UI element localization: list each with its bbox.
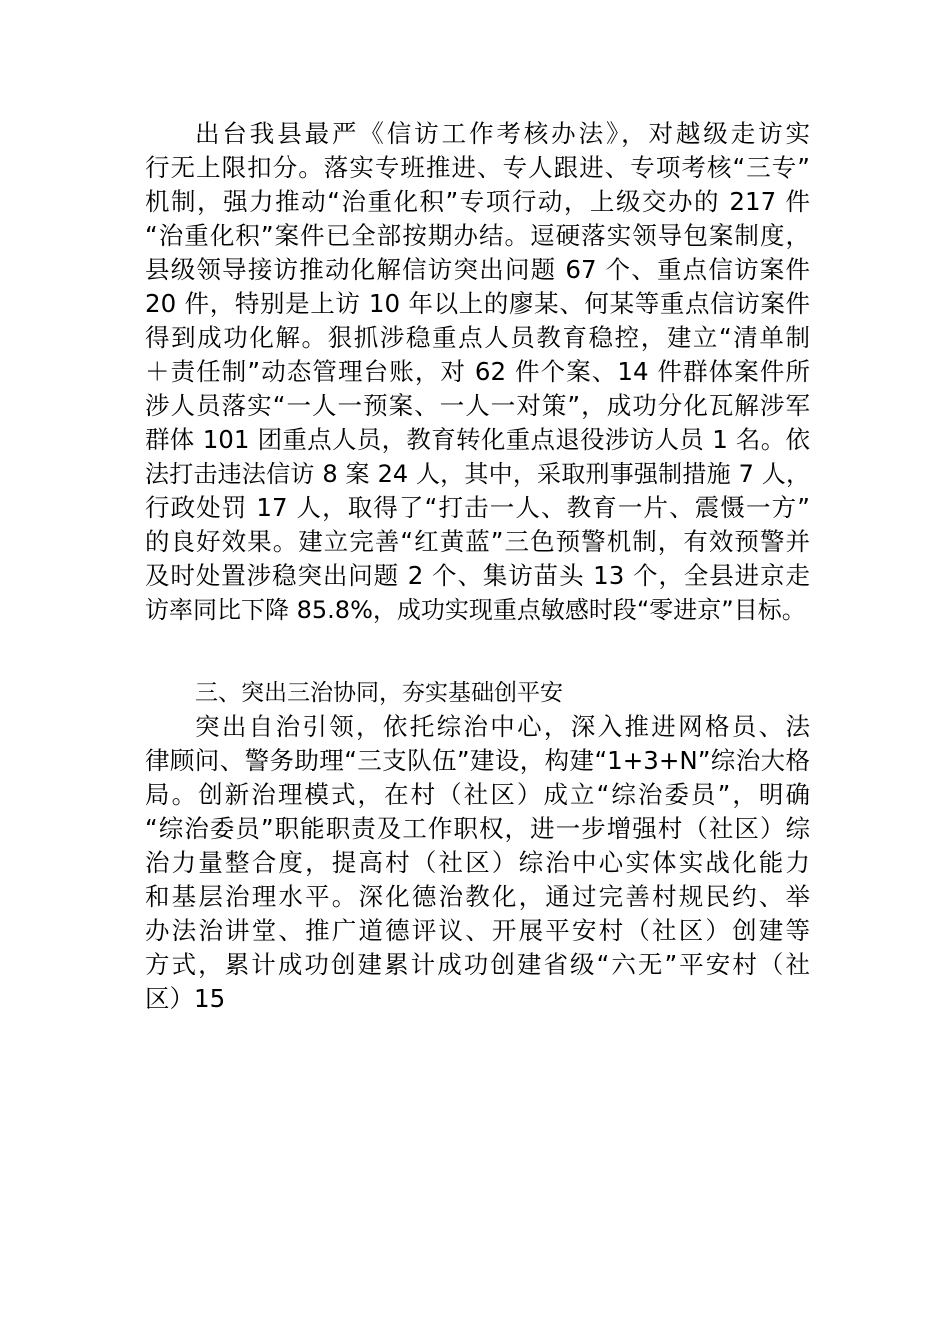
paragraph-line: 20 件，特别是上访 10 年以上的廖某、何某等重点信访案件	[145, 289, 810, 318]
paragraph-line: 办法治讲堂、推广道德评议、开展平安村（社区）创建等	[145, 916, 810, 945]
paragraph-line: 和基层治理水平。深化德治教化，通过完善村规民约、举	[145, 882, 810, 911]
paragraph-line: ＋责任制”动态管理台账，对 62 件个案、14 件群体案件所	[145, 357, 810, 386]
paragraph-line: “综治委员”职能职责及工作职权，进一步增强村（社区）综	[145, 814, 810, 843]
paragraph-line: 得到成功化解。狠抓涉稳重点人员教育稳控，建立“清单制	[145, 323, 810, 352]
paragraph-petition-work	[145, 117, 810, 627]
paragraph-line: “治重化积”案件已全部按期办结。逗硬落实领导包案制度，	[145, 221, 810, 250]
paragraph-line: 局。创新治理模式，在村（社区）成立“综治委员”，明确	[145, 780, 810, 809]
paragraph-line: 法打击违法信访 8 案 24 人，其中，采取刑事强制措施 7 人，	[145, 460, 810, 488]
paragraph-line: 的良好效果。建立完善“红黄蓝”三色预警机制，有效预警并	[145, 527, 810, 556]
paragraph-line: 治力量整合度，提高村（社区）综治中心实体实战化能力	[145, 848, 810, 877]
paragraph-line: 律顾问、警务助理“三支队伍”建设，构建“1+3+N”综治大格	[145, 746, 810, 775]
paragraph-line: 行政处罚 17 人，取得了“打击一人、教育一片、震慑一方”	[145, 493, 810, 522]
paragraph-line: 机制，强力推动“治重化积”专项行动，上级交办的 217 件	[145, 187, 810, 216]
paragraph-line: 访率同比下降 85.8%，成功实现重点敏感时段“零进京”目标。	[145, 596, 806, 624]
section-three-governance	[145, 676, 810, 1016]
paragraph-line: 行无上限扣分。落实专班推进、专人跟进、专项考核“三专”	[145, 153, 810, 182]
paragraph-line: 区）15	[145, 984, 226, 1013]
paragraph-line: 群体 101 团重点人员，教育转化重点退役涉访人员 1 名。依	[145, 425, 810, 454]
paragraph-line: 出台我县最严《信访工作考核办法》，对越级走访实	[195, 119, 810, 148]
paragraph-line: 突出自治引领，依托综治中心，深入推进网格员、法	[195, 712, 810, 741]
paragraph-line: 涉人员落实“一人一预案、一人一对策”，成功分化瓦解涉军	[145, 391, 810, 420]
paragraph-line: 及时处置涉稳突出问题 2 个、集访苗头 13 个，全县进京走	[145, 561, 810, 590]
paragraph-line: 方式，累计成功创建累计成功创建省级“六无”平安村（社	[145, 950, 810, 979]
paragraph-line: 县级领导接访推动化解信访突出问题 67 个、重点信访案件	[145, 255, 810, 284]
section-heading: 三、突出三治协同，夯实基础创平安	[195, 680, 563, 706]
